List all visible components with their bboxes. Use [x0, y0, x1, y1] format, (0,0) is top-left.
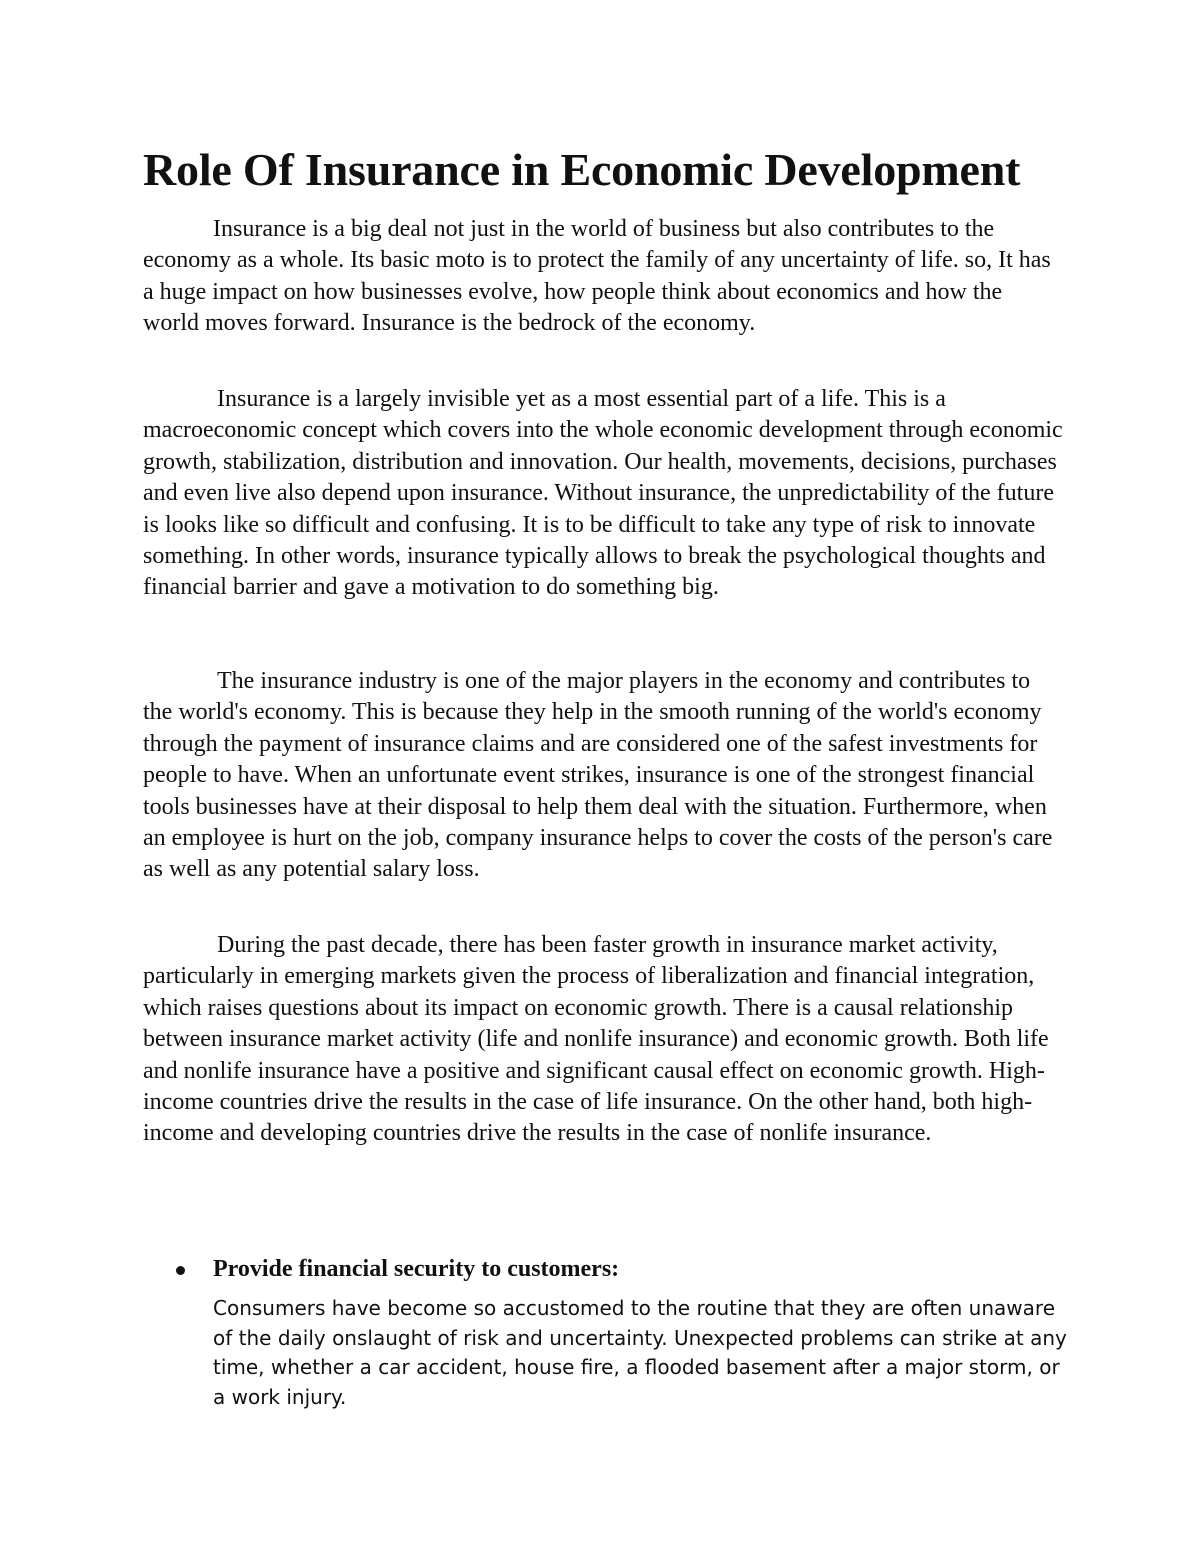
paragraph	[143, 384, 1063, 604]
bullet-heading: Provide financial security to customers:	[213, 1256, 620, 1282]
bullet-icon	[176, 1266, 185, 1275]
paragraph	[143, 930, 1063, 1150]
paragraph	[143, 666, 1063, 886]
paragraph-text: During the past decade, there has been faster growth in insurance market activity, particularly in emerging markets given the process of liberalization and financial integration, which raises questions about its impact on economic growth. There is a causal relationship between insurance market activity (life and nonlife insurance) and economic growth. Both life and nonlife insurance have a positive and significant causal effect on economic growth. High-income countries drive the results in the case of life insurance. On the other hand, both high-income and developing countries drive the results in the case of nonlife insurance.	[143, 932, 1049, 1147]
document-title: Role Of Insurance in Economic Development	[143, 144, 1021, 195]
paragraph-text: The insurance industry is one of the major players in the economy and contributes to the world's economy. This is because they help in the smooth running of the world's economy through the payment of insurance claims and are considered one of the safest investments for people to have. When an unfortunate event strikes, insurance is one of the strongest financial tools businesses have at their disposal to help them deal with the situation. Furthermore, when an employee is hurt on the job, company insurance helps to cover the costs of the person's care as well as any potential salary loss.	[143, 668, 1053, 883]
paragraph	[143, 214, 1063, 340]
paragraph-text: Insurance is a largely invisible yet as a most essential part of a life. This is a macroeconomic concept which covers into the whole economic development through economic growth, stabilization, distribution and innovation. Our health, movements, decisions, purchases and even live also depend upon insurance. Without insurance, the unpredictability of the future is looks like so difficult and confusing. It is to be difficult to take any type of risk to innovate something. In other words, insurance typically allows to break the psychological thoughts and financial barrier and gave a motivation to do something big.	[143, 386, 1063, 601]
paragraph-text: Insurance is a big deal not just in the world of business but also contributes to the economy as a whole. Its basic moto is to protect the family of any uncertainty of life. so, It has a huge impact on how businesses evolve, how people think about economics and how the world moves forward. Insurance is the bedrock of the economy.	[143, 216, 1051, 337]
bullet-body: Consumers have become so accustomed to the routine that they are often unaware of the daily onslaught of risk and uncertainty. Unexpected problems can strike at any time, whether a car accident, house fire, a flooded basement after a major storm, or a work injury.	[213, 1296, 1067, 1409]
